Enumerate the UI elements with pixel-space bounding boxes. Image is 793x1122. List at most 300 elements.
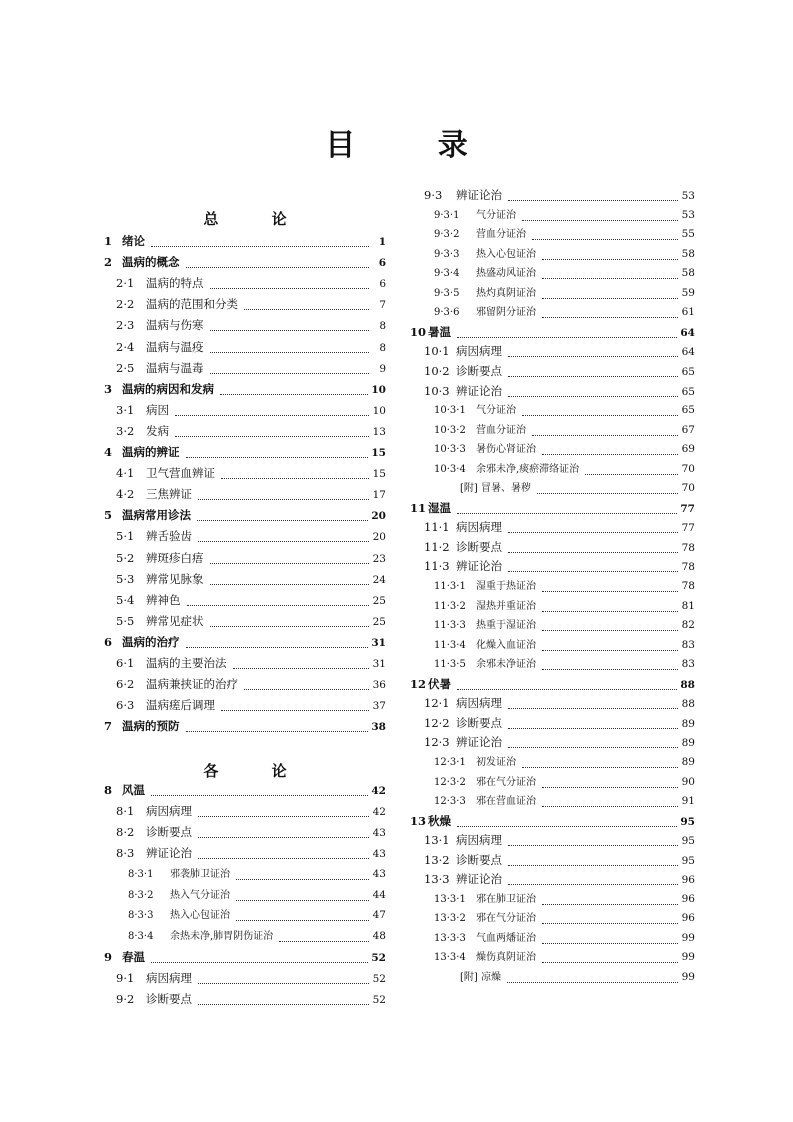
toc-entry-number: 11·3·3 (434, 620, 466, 632)
dot-leader (542, 923, 678, 924)
toc-entry[interactable] (104, 381, 386, 398)
toc-entry[interactable] (410, 578, 695, 595)
section-heading-general: 总 论 (203, 210, 311, 228)
toc-entry-number: 11·1 (424, 520, 450, 535)
toc-entry-title: 伏暑 (428, 676, 451, 691)
toc-entry[interactable] (104, 697, 386, 714)
toc-entry-page: 38 (371, 721, 386, 734)
toc-entry-title: 营血分证治 (476, 424, 526, 436)
dot-leader (532, 239, 678, 240)
toc-entry-page: 69 (681, 443, 695, 456)
dot-leader (542, 650, 678, 651)
toc-entry-number: 2·5 (116, 360, 135, 375)
toc-entry-page: 61 (681, 306, 695, 319)
toc-entry[interactable] (410, 656, 695, 673)
toc-entry-title: 诊断要点 (456, 363, 502, 378)
toc-entry-number: 13·3·1 (434, 893, 466, 905)
toc-entry[interactable] (410, 813, 695, 830)
toc-entry-title: 辨舌验齿 (146, 529, 192, 544)
toc-entry-number: 13·3·4 (434, 952, 466, 964)
toc-entry-page: 78 (681, 541, 695, 554)
toc-entry[interactable] (410, 871, 695, 888)
dot-leader (210, 373, 370, 374)
toc-entry-number: 11·3 (424, 559, 450, 574)
toc-entry-page: 99 (681, 951, 695, 964)
toc-entry-page: 9 (379, 362, 386, 375)
toc-entry[interactable] (104, 339, 386, 356)
dot-leader (210, 626, 370, 627)
toc-entry-title: 辨证论治 (456, 383, 502, 398)
dot-leader (198, 983, 369, 984)
dot-leader (542, 943, 678, 944)
toc-entry-title: 湿重于热证治 (476, 581, 536, 592)
toc-entry[interactable] (104, 360, 386, 377)
toc-entry-title: 温病的范围和分类 (146, 297, 238, 312)
toc-entry[interactable] (104, 655, 386, 672)
toc-entry-page: 58 (681, 247, 695, 260)
toc-entry-title: 温病瘥后调理 (146, 698, 215, 713)
toc-entry-number: 10·1 (424, 344, 450, 359)
toc-entry[interactable] (410, 558, 695, 575)
toc-entry-number: 10·3·4 (434, 463, 466, 475)
toc-entry-number: 13·1 (424, 833, 450, 848)
toc-entry-title: 化燥入血证治 (476, 639, 536, 651)
toc-entry-title: 温病的病因和发病 (122, 381, 214, 396)
dot-leader (542, 259, 678, 260)
toc-entry-title: 温病兼挟证的治疗 (146, 677, 238, 692)
toc-entry-page: 25 (372, 594, 386, 607)
toc-entry-page: 82 (681, 619, 695, 632)
toc-entry-page: 7 (379, 299, 386, 312)
toc-entry-page: 77 (681, 522, 695, 535)
toc-entry-page: 96 (681, 912, 695, 925)
toc-entry-number: 5·4 (116, 592, 135, 607)
toc-entry[interactable] (410, 695, 695, 712)
toc-entry[interactable] (410, 734, 695, 751)
dot-leader (542, 630, 678, 631)
toc-entry-number: 4·2 (116, 487, 135, 502)
toc-entry[interactable] (104, 423, 386, 440)
toc-entry-title: 暑温 (428, 324, 451, 339)
dot-leader (508, 200, 678, 201)
toc-entry[interactable] (410, 402, 695, 419)
toc-entry-number: 5·1 (116, 529, 135, 544)
page-title: 目 录 (325, 128, 504, 163)
toc-entry-number: 8·3·2 (128, 889, 154, 901)
toc-entry-page: 10 (371, 383, 386, 396)
toc-entry[interactable] (410, 754, 695, 771)
toc-entry[interactable] (410, 891, 695, 908)
dot-leader (198, 837, 369, 838)
toc-entry-title: 诊断要点 (146, 824, 192, 839)
toc-entry[interactable] (410, 226, 695, 243)
toc-entry-title: 暑伤心肾证治 (476, 444, 536, 456)
dot-leader (244, 689, 369, 690)
toc-entry[interactable] (104, 233, 386, 250)
toc-entry[interactable] (410, 676, 695, 693)
dot-leader (508, 884, 678, 885)
toc-entry-title: 诊断要点 (456, 539, 502, 554)
toc-entry[interactable] (104, 824, 386, 841)
dot-leader (197, 520, 368, 521)
toc-entry-title: 气分证治 (476, 405, 516, 417)
toc-entry[interactable] (104, 970, 386, 987)
toc-entry-number: 11·3·1 (434, 581, 466, 592)
toc-entry[interactable] (410, 793, 695, 810)
dot-leader (507, 982, 678, 983)
toc-entry[interactable] (410, 949, 695, 966)
toc-entry-title: 辨常见脉象 (146, 571, 204, 586)
toc-entry-title: 热入气分证治 (170, 889, 230, 901)
dot-leader (198, 1004, 369, 1005)
toc-entry[interactable] (410, 324, 695, 341)
toc-entry-page: 31 (372, 658, 386, 670)
toc-entry-number: 12·1 (424, 696, 450, 711)
toc-entry-page: 78 (681, 561, 695, 574)
dot-leader (508, 747, 678, 748)
dot-leader (508, 708, 678, 709)
toc-entry[interactable] (410, 343, 695, 360)
dot-leader (151, 795, 368, 796)
toc-entry[interactable] (410, 637, 695, 654)
dot-leader (508, 845, 678, 846)
toc-entry-number: 10·3·1 (434, 405, 466, 417)
dot-leader (186, 647, 369, 648)
toc-entry[interactable] (104, 991, 386, 1008)
toc-entry-page: 17 (372, 489, 386, 502)
toc-entry-page: 96 (681, 874, 695, 887)
dot-leader (236, 900, 369, 901)
toc-entry-title: 温病的辨证 (122, 445, 180, 459)
toc-entry-page: 64 (681, 346, 695, 359)
toc-entry-number: 3·1 (116, 402, 135, 417)
toc-entry-title: 风温 (122, 783, 145, 797)
toc-entry-page: 10 (372, 404, 386, 417)
toc-entry-page: 20 (371, 510, 386, 523)
toc-entry-number: 9·3·4 (434, 268, 460, 280)
dot-leader (508, 865, 678, 866)
toc-entry[interactable] (410, 187, 695, 204)
toc-entry-number: 13 (410, 813, 427, 828)
toc-entry-number: 8·2 (116, 824, 135, 839)
toc-entry-number: 12·3·2 (434, 776, 466, 788)
toc-entry-title: 湿热并重证治 (476, 600, 536, 612)
toc-entry[interactable] (104, 845, 386, 862)
toc-entry-number: 2·3 (116, 318, 135, 333)
toc-entry-number: 8·3·4 (128, 931, 154, 943)
dot-leader (522, 767, 678, 768)
toc-entry-page: 53 (681, 208, 695, 221)
toc-entry-page: 99 (681, 971, 695, 983)
dot-leader (187, 605, 370, 606)
toc-entry-number: 9 (104, 950, 113, 965)
toc-entry[interactable] (410, 617, 695, 634)
toc-entry-title: 燥伤真阴证治 (476, 952, 536, 964)
toc-entry-page: 83 (681, 658, 695, 671)
toc-entry-title: 初发证治 (476, 756, 516, 768)
toc-entry-title: 温病的特点 (146, 276, 204, 291)
dot-leader (542, 669, 678, 670)
dot-leader (233, 668, 370, 669)
toc-entry-title: 余邪未净证治 (476, 659, 536, 671)
dot-leader (210, 584, 370, 585)
toc-entry-number: 12·3 (424, 735, 450, 750)
toc-entry[interactable] (410, 500, 695, 517)
toc-entry-page: 55 (681, 228, 695, 241)
dot-leader (186, 731, 369, 732)
toc-entry[interactable] (410, 207, 695, 224)
toc-entry-page: 31 (371, 636, 386, 649)
toc-entry-number: 11·2 (424, 539, 450, 554)
toc-entry[interactable] (104, 803, 386, 820)
toc-entry-title: 温病与温疫 (146, 339, 204, 354)
dot-leader (175, 415, 369, 416)
toc-entry-page: 89 (681, 755, 695, 768)
toc-entry[interactable] (104, 613, 386, 630)
toc-entry[interactable] (104, 949, 386, 966)
toc-entry-page: 37 (372, 700, 386, 713)
toc-entry-number: 10 (410, 324, 427, 339)
toc-entry-title: 辨神色 (146, 592, 181, 607)
toc-entry-title: 温病的治疗 (122, 634, 180, 649)
toc-entry-title: 发病 (146, 423, 169, 438)
toc-entry[interactable] (410, 910, 695, 927)
toc-entry-number: 10·3·2 (434, 424, 466, 436)
toc-entry-page: 24 (372, 573, 386, 586)
toc-entry-number: 8·3·1 (128, 868, 154, 880)
dot-leader (542, 806, 678, 807)
toc-entry[interactable] (410, 461, 695, 478)
toc-entry-title: 诊断要点 (456, 852, 502, 867)
toc-entry-number: 13·3·3 (434, 932, 466, 944)
toc-entry-number: 8·3·3 (128, 910, 154, 922)
toc-entry-page: 43 (372, 826, 386, 839)
toc-entry-number: 13·3 (424, 872, 450, 887)
toc-entry-number: 11 (410, 500, 427, 515)
toc-entry-page: 25 (372, 615, 386, 628)
toc-entry-page: 43 (372, 867, 386, 880)
toc-entry-number: 1 (104, 234, 113, 248)
toc-entry[interactable] (410, 832, 695, 849)
toc-entry[interactable] (410, 265, 695, 282)
toc-entry[interactable] (104, 528, 386, 545)
dot-leader (542, 611, 678, 612)
dot-leader (244, 309, 369, 310)
toc-entry-title: 营血分证治 (476, 229, 526, 241)
toc-entry[interactable] (104, 866, 386, 883)
toc-entry[interactable] (410, 383, 695, 400)
toc-entry[interactable] (104, 907, 386, 924)
section-heading-specific: 各 论 (203, 762, 311, 780)
toc-entry-page: 64 (680, 326, 695, 339)
toc-entry-title: 邪留阴分证治 (476, 307, 536, 319)
toc-entry-title: 病因病理 (456, 696, 502, 711)
toc-entry-page: 81 (681, 599, 695, 612)
toc-entry[interactable] (104, 676, 386, 693)
toc-entry-title: 热灼真阴证治 (476, 287, 536, 299)
toc-entry-page: 42 (372, 805, 386, 818)
dot-leader (186, 267, 370, 268)
toc-entry[interactable] (104, 402, 386, 419)
toc-entry-page: 88 (680, 678, 695, 691)
toc-entry[interactable] (410, 480, 695, 497)
toc-entry-page: 90 (681, 775, 695, 788)
toc-entry-page: 1 (378, 236, 386, 248)
dot-leader (175, 436, 369, 437)
toc-entry-title: [附] 冒暑、暑秽 (460, 483, 531, 495)
toc-entry[interactable] (410, 598, 695, 615)
toc-entry-title: 邪袭肺卫证治 (170, 868, 230, 880)
toc-entry-number: 2·1 (116, 276, 135, 291)
toc-entry-title: 辨证论治 (456, 872, 502, 887)
toc-entry-title: 邪在肺卫证治 (476, 893, 536, 905)
toc-entry-page: 65 (681, 404, 695, 417)
toc-entry[interactable] (104, 571, 386, 588)
toc-entry[interactable] (104, 718, 386, 735)
toc-entry-number: 2 (104, 255, 113, 270)
toc-entry[interactable] (410, 539, 695, 556)
dot-leader (522, 220, 678, 221)
toc-entry-page: 53 (681, 190, 695, 202)
dot-leader (198, 816, 369, 817)
toc-entry-page: 15 (372, 468, 386, 481)
dot-leader (186, 457, 369, 458)
dot-leader (221, 710, 369, 711)
toc-entry-number: 9·3·6 (434, 307, 460, 319)
toc-entry-number: 9·3 (424, 188, 443, 202)
toc-entry-page: 58 (681, 267, 695, 280)
dot-leader (542, 454, 678, 455)
toc-entry-number: 13·3·2 (434, 913, 466, 925)
toc-entry-page: 67 (681, 423, 695, 436)
toc-entry-title: 诊断要点 (456, 715, 502, 730)
toc-entry-number: 9·1 (116, 971, 135, 986)
toc-entry-page: 65 (681, 365, 695, 378)
toc-entry-title: 温病的概念 (122, 255, 180, 270)
dot-leader (236, 879, 369, 880)
toc-entry-title: 气分证治 (476, 209, 516, 221)
dot-leader (542, 278, 678, 279)
toc-entry-title: 病因病理 (456, 344, 502, 359)
toc-entry-page: 65 (681, 385, 695, 398)
dot-leader (151, 246, 369, 247)
toc-entry-page: 89 (681, 737, 695, 750)
toc-entry-number: 3 (104, 381, 113, 396)
toc-entry-page: 99 (681, 931, 695, 944)
toc-entry-title: 绪论 (122, 234, 145, 248)
toc-entry-title: 病因病理 (146, 803, 192, 818)
toc-entry-number: 6·3 (116, 698, 135, 713)
toc-entry-title: 三焦辨证 (146, 487, 192, 502)
toc-entry[interactable] (104, 550, 386, 567)
toc-entry[interactable] (104, 928, 386, 945)
toc-entry-number: 13·2 (424, 852, 450, 867)
toc-entry-page: 96 (681, 892, 695, 905)
toc-entry-number: 4·1 (116, 466, 135, 481)
dot-leader (537, 493, 678, 494)
toc-entry[interactable] (104, 592, 386, 609)
toc-entry[interactable] (104, 507, 386, 524)
toc-entry-page: 77 (680, 502, 695, 515)
toc-entry-number: 8 (104, 783, 113, 797)
toc-entry-number: 9·3·3 (434, 248, 460, 260)
dot-leader (198, 499, 369, 500)
toc-entry-title: 诊断要点 (146, 992, 192, 1006)
dot-leader (457, 513, 677, 514)
toc-entry-number: 6·1 (116, 656, 135, 670)
dot-leader (457, 337, 677, 338)
toc-entry[interactable] (410, 441, 695, 458)
toc-entry[interactable] (410, 246, 695, 263)
toc-entry-title: 病因病理 (456, 520, 502, 535)
toc-entry[interactable] (104, 317, 386, 334)
toc-entry-title: 辨证论治 (456, 735, 502, 750)
toc-entry[interactable] (410, 774, 695, 791)
toc-entry-page: 36 (372, 679, 386, 692)
toc-entry[interactable] (410, 363, 695, 380)
toc-entry[interactable] (104, 465, 386, 482)
toc-entry[interactable] (104, 444, 386, 461)
toc-entry[interactable] (104, 275, 386, 292)
toc-entry-number: 6·2 (116, 677, 135, 692)
toc-entry-number: 12 (410, 676, 427, 691)
toc-entry[interactable] (410, 969, 695, 986)
dot-leader (457, 689, 677, 690)
toc-entry[interactable] (104, 887, 386, 904)
dot-leader (210, 563, 370, 564)
toc-entry-title: 卫气营血辨证 (146, 466, 215, 481)
dot-leader (198, 858, 369, 859)
toc-entry[interactable] (410, 519, 695, 536)
toc-entry[interactable] (104, 782, 386, 799)
toc-entry-title: 热重于湿证治 (476, 620, 536, 632)
toc-entry-number: 5·2 (116, 550, 135, 565)
toc-entry-page: 52 (372, 973, 386, 986)
toc-entry-page: 6 (379, 278, 386, 291)
toc-entry-number: 8·3 (116, 845, 135, 860)
toc-entry[interactable] (410, 304, 695, 321)
toc-entry[interactable] (410, 422, 695, 439)
toc-entry[interactable] (104, 634, 386, 651)
toc-entry-page: 59 (681, 286, 695, 299)
toc-entry-title: 热入心包证治 (170, 910, 230, 922)
toc-entry[interactable] (410, 852, 695, 869)
toc-entry-title: 温病与温毒 (146, 360, 204, 375)
toc-entry[interactable] (104, 486, 386, 503)
toc-entry[interactable] (104, 296, 386, 313)
toc-entry[interactable] (410, 715, 695, 732)
toc-entry-page: 44 (372, 888, 386, 901)
dot-leader (236, 920, 369, 921)
toc-entry[interactable] (410, 285, 695, 302)
toc-entry-number: 9·3·5 (434, 287, 460, 299)
toc-entry-number: 7 (104, 719, 113, 734)
dot-leader (198, 541, 369, 542)
toc-entry-page: 42 (371, 785, 386, 797)
toc-entry-title: 湿温 (428, 500, 451, 515)
toc-entry-number: 5·3 (116, 571, 135, 586)
toc-entry[interactable] (410, 930, 695, 947)
dot-leader (508, 396, 678, 397)
dot-leader (542, 298, 678, 299)
dot-leader (542, 904, 678, 905)
toc-entry-title: 气血两燔证治 (476, 932, 536, 944)
dot-leader (508, 571, 678, 572)
toc-entry-number: 4 (104, 445, 113, 459)
toc-entry[interactable] (104, 254, 386, 271)
toc-entry-number: 2·4 (116, 339, 135, 354)
toc-entry-title: 病因 (146, 402, 169, 417)
